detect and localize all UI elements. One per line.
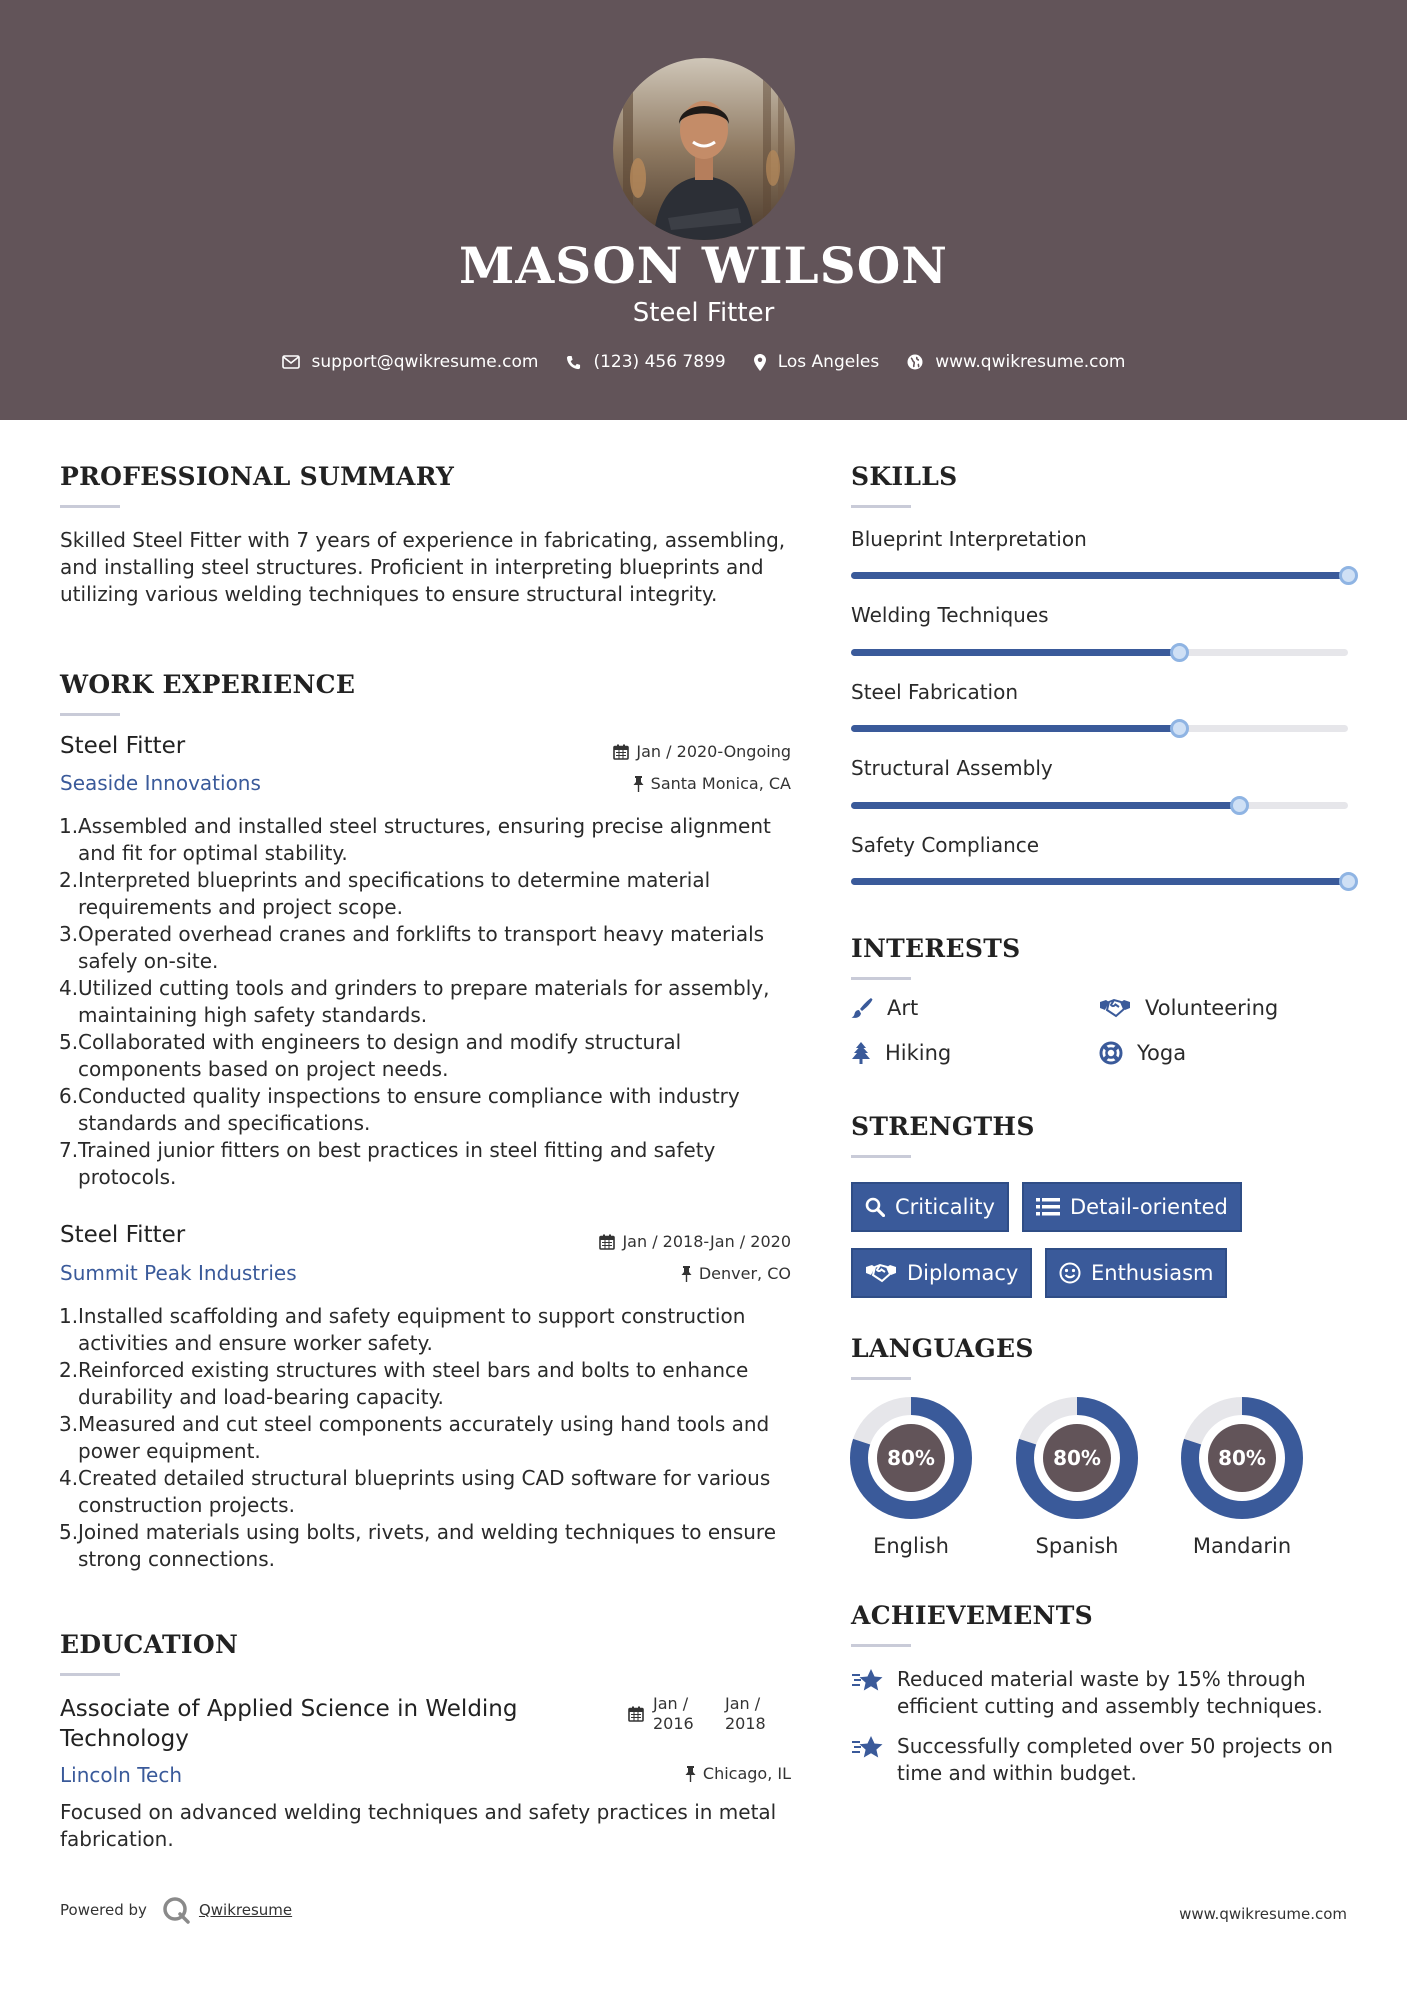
job-dates-text: Jan / 2020-Ongoing bbox=[636, 742, 791, 761]
resume-header bbox=[0, 0, 1407, 420]
degree-title: Associate of Applied Science in Welding Technology bbox=[60, 1696, 518, 1752]
education-description: Focused on advanced welding techniques and safety practices in metal fabrication. bbox=[60, 1800, 777, 1851]
language-ring bbox=[1180, 1396, 1304, 1520]
contact-website[interactable] bbox=[907, 352, 1125, 372]
experience-heading: WORK EXPERIENCE bbox=[60, 670, 356, 699]
education-location-text: Chicago, IL bbox=[702, 1764, 791, 1783]
candidate-name: MASON WILSON bbox=[459, 236, 948, 295]
strength-tag bbox=[851, 1182, 1009, 1232]
achievements-heading: ACHIEVEMENTS bbox=[851, 1601, 1093, 1630]
skill-bar-knob bbox=[1339, 872, 1358, 891]
education-location bbox=[685, 1764, 791, 1783]
school-name[interactable]: Lincoln Tech bbox=[60, 1763, 182, 1787]
education-heading: EDUCATION bbox=[60, 1630, 239, 1659]
globe-icon bbox=[907, 354, 923, 370]
footer-powered-by bbox=[60, 1895, 292, 1925]
strength-tag bbox=[1022, 1182, 1242, 1232]
qwikresume-logo-icon bbox=[161, 1895, 191, 1925]
interest-label: Art bbox=[887, 996, 919, 1020]
language-percent: 80% bbox=[1053, 1446, 1101, 1470]
handshake-icon bbox=[1099, 997, 1131, 1019]
interest-item bbox=[1099, 1041, 1186, 1065]
skill-bar-fill bbox=[851, 649, 1179, 656]
language-name: Spanish bbox=[1035, 1534, 1119, 1558]
contact-email-text: support@qwikresume.com bbox=[311, 352, 539, 372]
calendar-icon bbox=[628, 1706, 644, 1722]
contact-location bbox=[754, 352, 880, 372]
strength-label: Diplomacy bbox=[907, 1261, 1019, 1285]
skill-bar-fill bbox=[851, 725, 1179, 732]
education-divider bbox=[60, 1673, 120, 1676]
contact-website-text: www.qwikresume.com bbox=[935, 352, 1126, 372]
skill-name: Steel Fabrication bbox=[851, 680, 1019, 704]
summary-divider bbox=[60, 505, 120, 508]
job-title: Steel Fitter bbox=[60, 1222, 186, 1248]
language-percent: 80% bbox=[887, 1446, 935, 1470]
job-title: Steel Fitter bbox=[60, 733, 186, 759]
interest-label: Hiking bbox=[885, 1041, 952, 1065]
contact-email[interactable] bbox=[282, 352, 539, 372]
list-item: 5. Collaborated with engineers to design and modify structural components based on project needs. bbox=[59, 1030, 682, 1081]
skill-bar bbox=[851, 725, 1348, 732]
interests-divider bbox=[851, 977, 911, 980]
achievement-text: Successfully completed over 50 projects on time and within budget. bbox=[897, 1734, 1333, 1785]
paintbrush-icon bbox=[851, 997, 873, 1019]
interest-item bbox=[851, 996, 918, 1020]
interest-label: Volunteering bbox=[1145, 996, 1279, 1020]
interest-label: Yoga bbox=[1137, 1041, 1187, 1065]
list-item: 3. Measured and cut steel components accurately using hand tools and power equipment. bbox=[59, 1412, 770, 1463]
job-dates bbox=[613, 742, 791, 761]
strength-tag bbox=[1045, 1248, 1227, 1298]
strengths-divider bbox=[851, 1155, 911, 1158]
interest-item bbox=[851, 1041, 951, 1065]
envelope-icon bbox=[282, 355, 300, 369]
list-item: 4. Utilized cutting tools and grinders to prepare materials for assembly, maintaining high safety standards. bbox=[59, 976, 770, 1027]
education-dates bbox=[628, 1694, 777, 1734]
phone-icon bbox=[566, 355, 581, 370]
profile-photo bbox=[613, 58, 795, 240]
smile-icon bbox=[1059, 1262, 1081, 1284]
calendar-icon bbox=[613, 744, 629, 760]
pushpin-icon bbox=[633, 776, 644, 792]
calendar-icon bbox=[599, 1234, 615, 1250]
skills-heading: SKILLS bbox=[851, 462, 958, 491]
pushpin-icon bbox=[685, 1766, 696, 1782]
star-icon bbox=[851, 1733, 887, 1761]
language-ring bbox=[849, 1396, 973, 1520]
language-item bbox=[1180, 1396, 1304, 1558]
skill-bar bbox=[851, 802, 1348, 809]
skill-bar-fill bbox=[851, 878, 1348, 885]
job-location bbox=[681, 1264, 791, 1283]
strengths-heading: STRENGTHS bbox=[851, 1112, 1035, 1141]
summary-heading: PROFESSIONAL SUMMARY bbox=[60, 462, 455, 491]
skills-divider bbox=[851, 505, 911, 508]
experience-divider bbox=[60, 713, 120, 716]
list-item: 7. Trained junior fitters on best practices in steel fitting and safety protocols. bbox=[59, 1138, 716, 1189]
language-percent: 80% bbox=[1218, 1446, 1266, 1470]
skill-bar bbox=[851, 572, 1348, 579]
skill-bar bbox=[851, 878, 1348, 885]
education-end: Jan / 2018 bbox=[725, 1694, 766, 1733]
summary-text: Skilled Steel Fitter with 7 years of experience in fabricating, assembling, and installing steel structures. Proficient in interpreting blueprints and utilizing various welding techniques to ensure structural integrity. bbox=[60, 528, 786, 606]
strength-label: Enthusiasm bbox=[1091, 1261, 1214, 1285]
skill-name: Safety Compliance bbox=[851, 833, 1040, 857]
education-start: Jan / 2016 bbox=[653, 1694, 694, 1733]
handshake-icon bbox=[865, 1262, 897, 1284]
skill-bar-knob bbox=[1170, 719, 1189, 738]
contact-location-text: Los Angeles bbox=[777, 352, 880, 372]
strength-label: Detail-oriented bbox=[1070, 1195, 1228, 1219]
footer-url[interactable]: www.qwikresume.com bbox=[1179, 1905, 1347, 1923]
skill-bar-fill bbox=[851, 572, 1348, 579]
language-name: Mandarin bbox=[1192, 1534, 1292, 1558]
list-item: 4. Created detailed structural blueprints using CAD software for various construction projects. bbox=[59, 1466, 771, 1517]
job-responsibilities bbox=[59, 813, 793, 1191]
star-icon bbox=[851, 1666, 887, 1694]
skill-name: Blueprint Interpretation bbox=[851, 527, 1087, 551]
lifering-icon bbox=[1099, 1041, 1123, 1065]
powered-by-label: Powered by bbox=[60, 1901, 147, 1919]
list-icon bbox=[1036, 1198, 1060, 1216]
map-pin-icon bbox=[754, 354, 766, 371]
interest-item bbox=[1099, 996, 1278, 1020]
languages-divider bbox=[851, 1377, 911, 1380]
skill-name: Welding Techniques bbox=[851, 603, 1049, 627]
job-location-text: Denver, CO bbox=[698, 1264, 791, 1283]
job-responsibilities bbox=[59, 1303, 793, 1573]
company-name[interactable]: Summit Peak Industries bbox=[60, 1261, 297, 1285]
achievements-divider bbox=[851, 1644, 911, 1647]
qwikresume-link[interactable]: Qwikresume bbox=[198, 1901, 293, 1919]
list-item: 6. Conducted quality inspections to ensure compliance with industry standards and specifications. bbox=[59, 1084, 740, 1135]
contact-bar bbox=[0, 352, 1407, 372]
achievement-item bbox=[851, 1733, 1356, 1787]
candidate-role: Steel Fitter bbox=[632, 298, 775, 328]
skill-name: Structural Assembly bbox=[851, 756, 1053, 780]
pushpin-icon bbox=[681, 1266, 692, 1282]
strength-label: Criticality bbox=[895, 1195, 995, 1219]
language-ring bbox=[1015, 1396, 1139, 1520]
job-location-text: Santa Monica, CA bbox=[650, 774, 791, 793]
achievement-text: Reduced material waste by 15% through efficient cutting and assembly techniques. bbox=[897, 1667, 1323, 1718]
list-item: 5. Joined materials using bolts, rivets, and welding techniques to ensure strong connections. bbox=[59, 1520, 777, 1571]
job-dates-text: Jan / 2018-Jan / 2020 bbox=[622, 1232, 791, 1251]
language-name: English bbox=[873, 1534, 949, 1558]
language-item bbox=[849, 1396, 973, 1558]
skill-bar-knob bbox=[1339, 566, 1358, 585]
language-item bbox=[1015, 1396, 1139, 1558]
list-item: 2. Interpreted blueprints and specifications to determine material requirements and project scope. bbox=[59, 868, 711, 919]
contact-phone[interactable] bbox=[566, 352, 725, 372]
interests-heading: INTERESTS bbox=[851, 934, 1021, 963]
list-item: 1. Installed scaffolding and safety equipment to support construction activities and ensure worker safety. bbox=[59, 1304, 746, 1355]
achievement-item bbox=[851, 1666, 1356, 1720]
list-item: 1. Assembled and installed steel structures, ensuring precise alignment and fit for optimal stability. bbox=[59, 814, 771, 865]
skill-bar-knob bbox=[1230, 796, 1249, 815]
skill-bar bbox=[851, 649, 1348, 656]
company-name[interactable]: Seaside Innovations bbox=[60, 771, 261, 795]
job-location bbox=[633, 774, 791, 793]
skill-bar-fill bbox=[851, 802, 1239, 809]
job-dates bbox=[599, 1232, 791, 1251]
tree-icon bbox=[851, 1042, 871, 1064]
strength-tag bbox=[851, 1248, 1032, 1298]
list-item: 3. Operated overhead cranes and forklifts to transport heavy materials safely on-site. bbox=[59, 922, 765, 973]
search-icon bbox=[865, 1197, 885, 1217]
languages-heading: LANGUAGES bbox=[851, 1334, 1034, 1363]
contact-phone-text: (123) 456 7899 bbox=[593, 352, 726, 372]
skill-bar-knob bbox=[1170, 643, 1189, 662]
list-item: 2. Reinforced existing structures with steel bars and bolts to enhance durability and load-bearing capacity. bbox=[59, 1358, 749, 1409]
